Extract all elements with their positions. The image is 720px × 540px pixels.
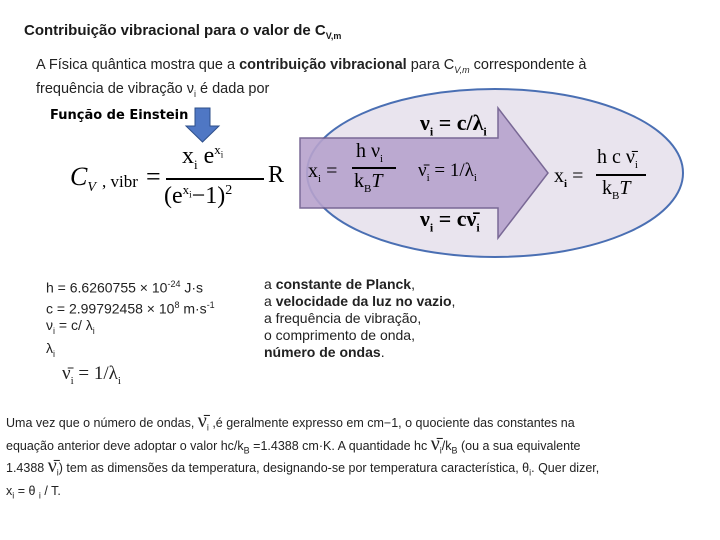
desc-wavenumber bbox=[264, 344, 455, 361]
gas-constant-R: R bbox=[268, 162, 285, 188]
title-text: Contribuição vibracional para o valor de C bbox=[24, 22, 326, 39]
frac2-den-T: T bbox=[619, 177, 631, 199]
down-arrow-icon bbox=[186, 108, 219, 142]
einstein-denominator bbox=[164, 182, 232, 210]
descriptions-list bbox=[264, 276, 455, 361]
xi-symbol bbox=[308, 160, 337, 185]
bottom-l3-symbol-sub: i bbox=[56, 467, 59, 478]
den-close: −1) bbox=[191, 183, 226, 209]
intro-bold: contribuição vibracional bbox=[239, 57, 407, 73]
desc-wavenumber-post: . bbox=[380, 344, 385, 360]
intro-text-2: para C bbox=[406, 57, 455, 73]
nubar-small-sub: i bbox=[70, 374, 74, 387]
xi-right-letter: x bbox=[554, 165, 564, 187]
frac2-denominator bbox=[602, 177, 630, 202]
cv-vibr: , vibr bbox=[102, 172, 138, 191]
nu-eq-top bbox=[420, 110, 487, 139]
frac2-den-sub: B bbox=[612, 190, 620, 202]
bottom-l1b: ,é geralmente expresso em cm−1, o quociente das constantes na bbox=[212, 416, 575, 430]
nubar-small-rest-sub: i bbox=[117, 374, 121, 387]
den-exp-sub: i bbox=[189, 189, 192, 200]
desc-planck-bold: constante de Planck bbox=[275, 276, 412, 292]
desc-planck bbox=[264, 276, 455, 293]
xi-sub: i bbox=[318, 173, 322, 185]
frac1-den-k: k bbox=[354, 170, 364, 192]
bottom-l4-sub: i bbox=[12, 490, 15, 500]
title-subscript: V,m bbox=[325, 31, 342, 41]
den-open: (e bbox=[164, 183, 183, 209]
einstein-fraction-bar bbox=[166, 178, 264, 180]
bottom-l3-sub: i bbox=[529, 467, 532, 478]
intro-text-1: A Física quântica mostra que a bbox=[36, 57, 240, 73]
planck-value: h = 6.6260755 × 10 bbox=[46, 279, 168, 296]
num-e: e bbox=[203, 143, 215, 169]
nu-bot-symbol: ν bbox=[420, 206, 430, 231]
constants-list bbox=[46, 276, 215, 390]
cv-sub: V bbox=[87, 180, 96, 196]
desc-planck-pre: a bbox=[264, 276, 276, 292]
num-exp-sub: i bbox=[220, 149, 224, 160]
bottom-l1-sub: i bbox=[206, 422, 209, 433]
nubar-small-symbol: ν̄ bbox=[62, 362, 71, 384]
nubar-sub: i bbox=[426, 171, 430, 184]
intro-text-3: correspondente à bbox=[469, 57, 587, 73]
lambda-symbol: λ bbox=[46, 340, 53, 357]
frac1-den-T: T bbox=[371, 170, 383, 192]
num-exp: x bbox=[214, 142, 221, 157]
desc-wavenumber-bold: número de ondas bbox=[264, 344, 381, 360]
nu-top-rest-sub: i bbox=[483, 124, 487, 139]
frac1-denominator bbox=[354, 170, 382, 195]
nu-symbol: ν bbox=[46, 317, 53, 334]
desc-frequency-text: a frequência de vibração, bbox=[264, 310, 422, 326]
bottom-l2-sub2: B bbox=[451, 445, 458, 455]
planck-constant-row bbox=[46, 276, 215, 297]
desc-wavelength bbox=[264, 327, 455, 344]
cv-equals: = bbox=[146, 162, 161, 191]
wavelength-row bbox=[46, 340, 215, 363]
intro-line2-a: frequência de vibração ν bbox=[36, 80, 194, 97]
frac1-bar bbox=[352, 167, 396, 169]
nu-top-rest: = c/λ bbox=[433, 110, 484, 135]
bottom-l2c: /k bbox=[441, 438, 452, 453]
bottom-l2-sub: B bbox=[243, 445, 250, 455]
den-exp: x bbox=[182, 182, 190, 197]
xi-right-symbol bbox=[554, 165, 583, 190]
einstein-function-label: Função de Einstein bbox=[50, 108, 189, 123]
desc-wavelength-text: o comprimento de onda, bbox=[264, 327, 415, 343]
num-i: i bbox=[194, 156, 198, 172]
bottom-l3c: . Quer dizer, bbox=[531, 461, 600, 475]
frac1-den-sub: B bbox=[364, 183, 372, 195]
desc-light-post: , bbox=[451, 293, 456, 309]
bottom-l1-symbol: ν̄ bbox=[197, 410, 207, 432]
bottom-paragraph bbox=[6, 410, 676, 504]
nu-bot-sub: i bbox=[429, 220, 434, 235]
bottom-l4c: / T. bbox=[40, 483, 61, 498]
bottom-l3-symbol: ν̄ bbox=[47, 455, 57, 477]
bottom-l2-symbol: ν̄ bbox=[430, 432, 440, 455]
wavenumber-row bbox=[62, 362, 215, 390]
c-unit-exp: -1 bbox=[206, 299, 215, 310]
nubar-rest: = 1/λ bbox=[429, 160, 474, 181]
c-unit: m·s bbox=[179, 300, 207, 317]
frac2-numerator bbox=[597, 146, 638, 171]
bottom-l4a: x bbox=[6, 483, 13, 498]
c-exp: 8 bbox=[174, 299, 180, 310]
xi-right-equals: = bbox=[572, 165, 584, 187]
intro-line2-sub: i bbox=[194, 88, 196, 99]
nu-top-sub: i bbox=[429, 124, 434, 139]
desc-light-bold: velocidade da luz no vazio bbox=[275, 293, 452, 309]
nu-bot-rest: = cν̄ bbox=[433, 206, 477, 231]
nubar-symbol: ν̄ bbox=[418, 160, 427, 181]
bottom-l4b: = θ bbox=[14, 483, 39, 498]
planck-unit: J·s bbox=[180, 279, 204, 296]
intro-line2-b: é dada por bbox=[196, 80, 270, 97]
bottom-l1a: Uma vez que o número de ondas, bbox=[6, 416, 195, 430]
frequency-row bbox=[46, 317, 215, 340]
frac1-num-sub: i bbox=[380, 153, 384, 165]
frac2-bar bbox=[596, 174, 646, 176]
bottom-l2-symbol-sub: i bbox=[439, 445, 442, 455]
frac2-num-sub: i bbox=[634, 159, 638, 171]
nubar-rest-sub: i bbox=[473, 171, 477, 184]
intro-subscript: V,m bbox=[454, 64, 470, 75]
nubar-small-rest: = 1/λ bbox=[73, 362, 118, 384]
desc-planck-post: , bbox=[411, 276, 415, 292]
nu-top-symbol: ν bbox=[420, 110, 430, 135]
nu-def-sub: i bbox=[92, 326, 95, 337]
frac1-num-text: h ν bbox=[356, 140, 381, 162]
desc-light bbox=[264, 293, 455, 310]
den-power: 2 bbox=[225, 183, 233, 198]
frac2-num-text: h c ν̄ bbox=[597, 146, 635, 168]
cv-letter: C bbox=[70, 162, 88, 191]
speed-of-light-row bbox=[46, 297, 215, 318]
cv-symbol bbox=[70, 162, 96, 196]
desc-light-pre: a bbox=[264, 293, 276, 309]
xi-right-sub: i bbox=[564, 178, 568, 190]
planck-exp: -24 bbox=[167, 279, 181, 289]
frac2-den-k: k bbox=[602, 177, 612, 199]
bottom-l3b: ) tem as dimensões da temperatura, designando-se por temperatura característica, θ bbox=[58, 461, 530, 475]
nu-sub: i bbox=[53, 326, 55, 337]
c-value: c = 2.99792458 × 10 bbox=[46, 300, 175, 317]
bottom-l4-sub2: i bbox=[38, 490, 41, 500]
einstein-numerator bbox=[182, 142, 223, 173]
xi-letter: x bbox=[308, 160, 318, 182]
lambda-sub: i bbox=[53, 348, 55, 359]
bottom-l2b: =1.4388 cm·K. A quantidade hc bbox=[249, 438, 431, 453]
frac1-numerator bbox=[356, 140, 383, 165]
desc-frequency bbox=[264, 310, 455, 327]
nubar-eq-arrow bbox=[418, 160, 477, 184]
nu-def: = c/ λ bbox=[55, 317, 93, 334]
bottom-l3a: 1.4388 bbox=[6, 461, 48, 475]
bottom-l2a: equação anterior deve adoptar o valor hc/k bbox=[6, 438, 244, 453]
nu-bot-rest-sub: i bbox=[476, 220, 480, 235]
xi-equals: = bbox=[326, 160, 338, 182]
num-x: x bbox=[182, 143, 194, 169]
nu-eq-bottom bbox=[420, 206, 480, 235]
bottom-l2d: (ou a sua equivalente bbox=[457, 438, 581, 453]
